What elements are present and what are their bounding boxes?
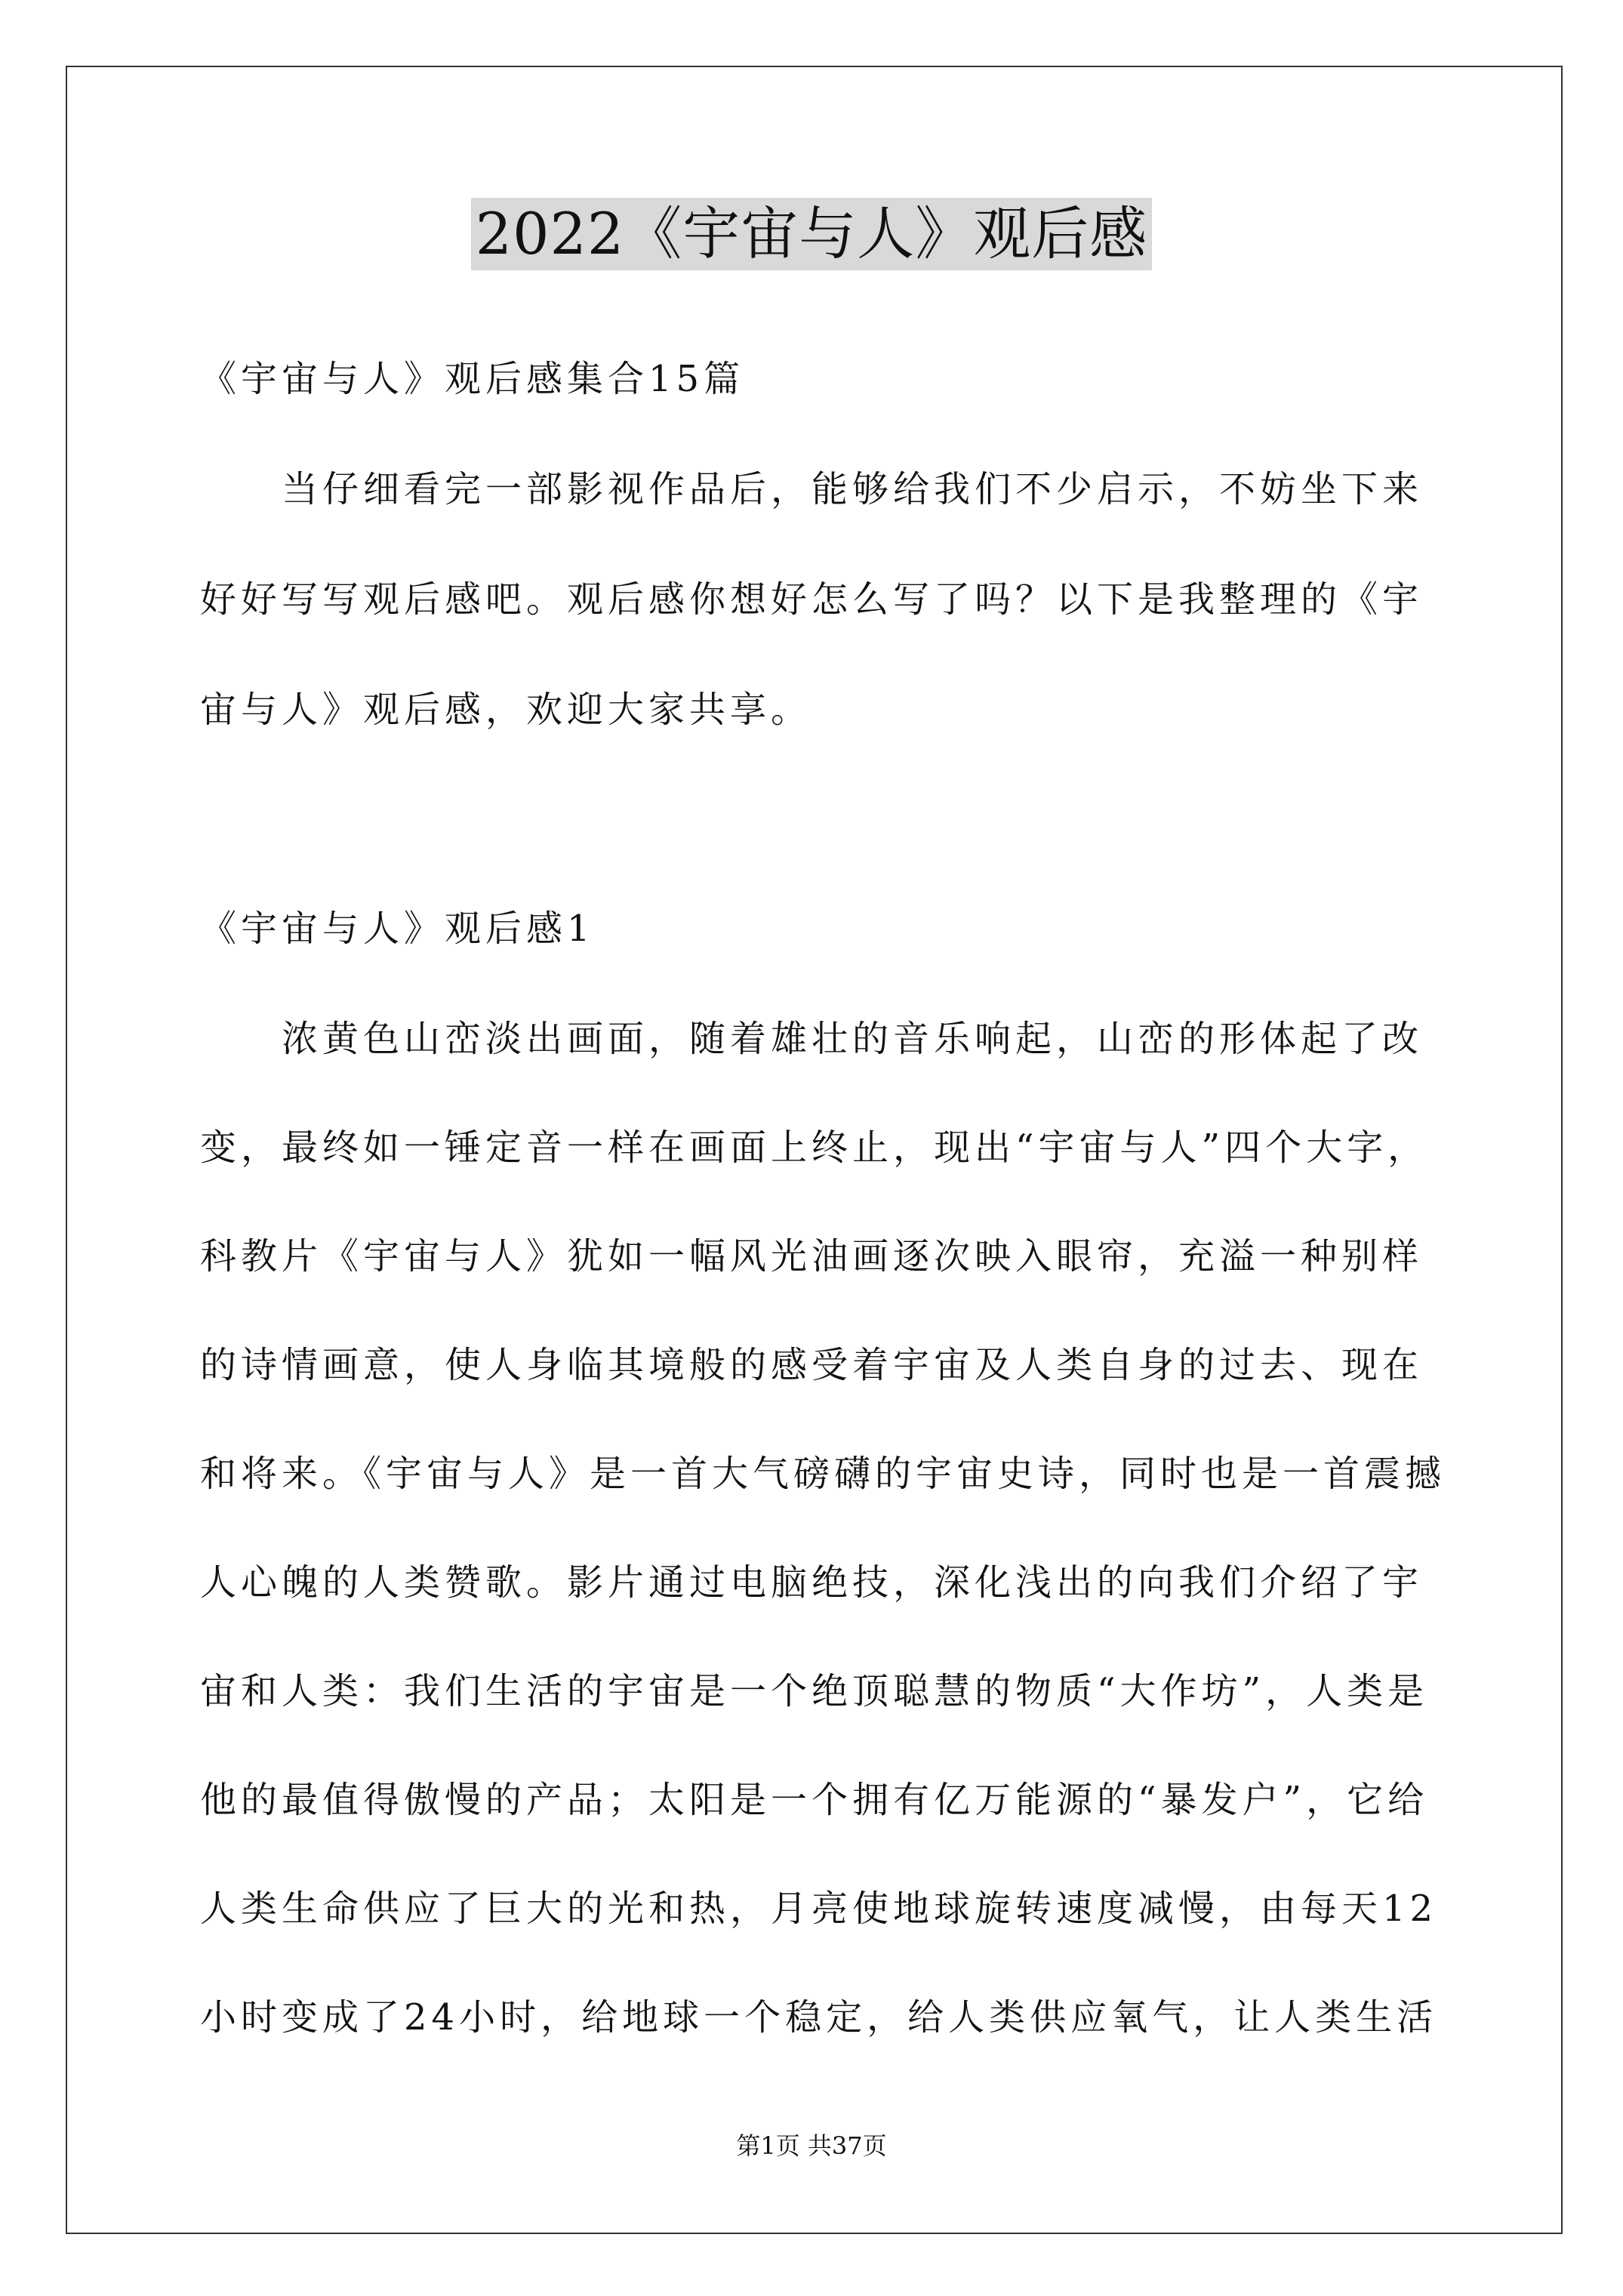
body-line: 人类生命供应了巨大的光和热，月亮使地球旋转速度减慢，由每天12 [200,1888,1438,1930]
document-subtitle: 《宇宙与人》观后感集合15篇 [200,358,745,400]
document-title: 2022《宇宙与人》观后感 [471,198,1152,270]
body-line: 变，最终如一锤定音一样在画面上终止，现出“宇宙与人”四个大字， [200,1126,1429,1169]
body-line: 的诗情画意，使人身临其境般的感受着宇宙及人类自身的过去、现在 [200,1344,1424,1386]
body-line: 人心魄的人类赞歌。影片通过电脑绝技，深化浅出的向我们介绍了宇 [200,1561,1424,1604]
intro-line: 当仔细看完一部影视作品后，能够给我们不少启示，不妨坐下来 [282,468,1424,510]
intro-line: 宙与人》观后感，欢迎大家共享。 [200,689,812,731]
title-container [0,198,1623,270]
page-footer: 第1页 共37页 [736,2131,887,2160]
intro-line: 好好写写观后感吧。观后感你想好怎么写了吗？以下是我整理的《宇 [200,578,1424,621]
body-line: 他的最值得傲慢的产品；太阳是一个拥有亿万能源的“暴发户”，它给 [200,1779,1429,1821]
body-line: 浓黄色山峦淡出画面，随着雄壮的音乐响起，山峦的形体起了改 [282,1018,1424,1060]
body-line: 和将来。《宇宙与人》是一首大气磅礴的宇宙史诗，同时也是一首震撼 [200,1453,1446,1495]
body-line: 宙和人类：我们生活的宇宙是一个绝顶聪慧的物质“大作坊”，人类是 [200,1670,1429,1712]
body-line: 小时变成了24小时，给地球一个稳定，给人类供应氧气，让人类生活 [200,1996,1438,2039]
body-line: 科教片《宇宙与人》犹如一幅风光油画逐次映入眼帘，充溢一种别样 [200,1235,1424,1277]
section-heading: 《宇宙与人》观后感1 [200,908,595,950]
